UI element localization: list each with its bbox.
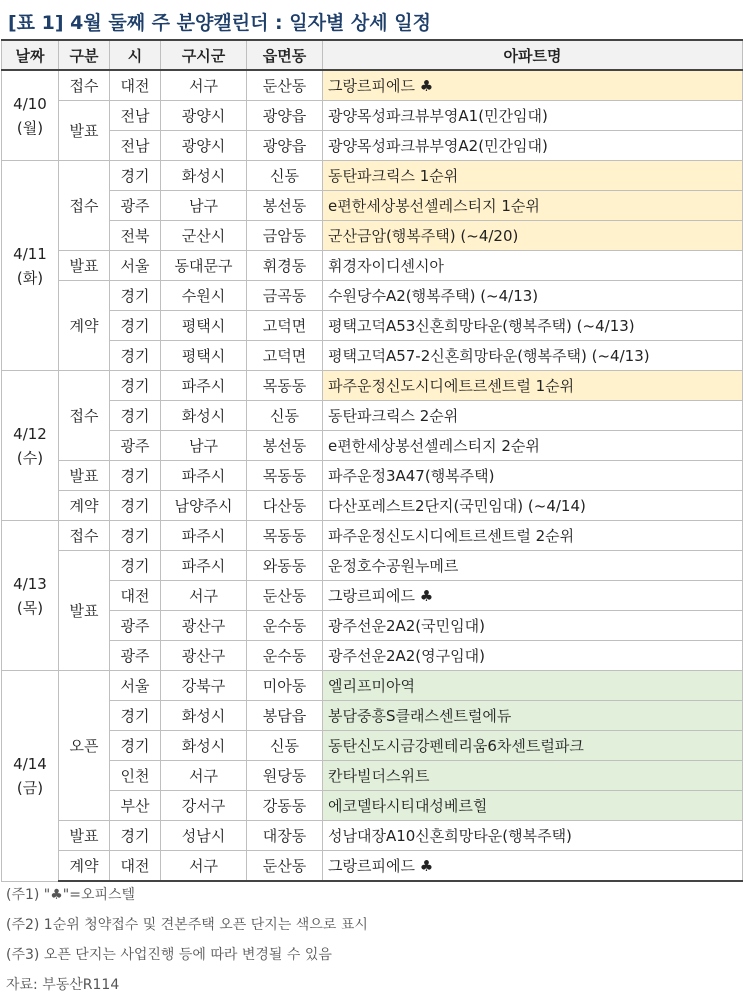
gu-cell: 파주시 <box>161 551 247 581</box>
dong-cell: 목동동 <box>247 521 323 551</box>
table-row <box>2 191 743 221</box>
si-cell: 경기 <box>110 731 161 761</box>
table-row <box>2 611 743 641</box>
gu-cell: 화성시 <box>161 731 247 761</box>
gu-cell: 군산시 <box>161 221 247 251</box>
table-row <box>2 101 743 131</box>
table-header-row <box>2 40 743 70</box>
type-cell: 접수 <box>59 371 110 461</box>
header-apartment: 아파트명 <box>323 40 743 70</box>
apartment-cell: 휘경자이디센시아 <box>323 251 743 281</box>
si-cell: 부산 <box>110 791 161 821</box>
table-row <box>2 491 743 521</box>
dong-cell: 둔산동 <box>247 581 323 611</box>
dong-cell: 운수동 <box>247 641 323 671</box>
dong-cell: 강동동 <box>247 791 323 821</box>
dong-cell: 고덕면 <box>247 311 323 341</box>
si-cell: 서울 <box>110 251 161 281</box>
table-row <box>2 161 743 191</box>
date-cell <box>2 521 59 671</box>
si-cell: 경기 <box>110 311 161 341</box>
date-cell <box>2 371 59 521</box>
apartment-cell: 엘리프미아역 <box>323 671 743 701</box>
dong-cell: 둔산동 <box>247 70 323 101</box>
table-row <box>2 341 743 371</box>
dong-cell: 광양읍 <box>247 101 323 131</box>
date-text: 4/13 (목) <box>13 574 47 617</box>
apartment-cell: 파주운정3A47(행복주택) <box>323 461 743 491</box>
table-row <box>2 251 743 281</box>
footnote-officetel: (주1) "♣"=오피스텔 <box>6 887 136 903</box>
gu-cell: 화성시 <box>161 161 247 191</box>
si-cell: 경기 <box>110 281 161 311</box>
si-cell: 광주 <box>110 611 161 641</box>
table-row <box>2 521 743 551</box>
table-row <box>2 761 743 791</box>
apartment-cell: 성남대장A10신혼희망타운(행복주택) <box>323 821 743 851</box>
apartment-cell: 봉담중흥S클래스센트럴에듀 <box>323 701 743 731</box>
table-row <box>2 851 743 882</box>
source-note: 자료: 부동산R114 <box>6 977 120 993</box>
apartment-cell: 동탄신도시금강펜테리움6차센트럴파크 <box>323 731 743 761</box>
apartment-cell: 수원당수A2(행복주택) (~4/13) <box>323 281 743 311</box>
type-cell: 발표 <box>59 251 110 281</box>
table-row <box>2 281 743 311</box>
dong-cell: 둔산동 <box>247 851 323 882</box>
apartment-cell: 칸타빌더스위트 <box>323 761 743 791</box>
apartment-cell: 파주운정신도시디에트르센트럴 2순위 <box>323 521 743 551</box>
si-cell: 대전 <box>110 70 161 101</box>
dong-cell: 금곡동 <box>247 281 323 311</box>
dong-cell: 고덕면 <box>247 341 323 371</box>
table-row <box>2 70 743 101</box>
si-cell: 경기 <box>110 491 161 521</box>
table-row <box>2 131 743 161</box>
si-cell: 경기 <box>110 161 161 191</box>
header-date: 날짜 <box>2 40 59 70</box>
header-gu: 구시군 <box>161 40 247 70</box>
gu-cell: 강서구 <box>161 791 247 821</box>
dong-cell: 금암동 <box>247 221 323 251</box>
type-cell: 계약 <box>59 491 110 521</box>
footnote-change: (주3) 오픈 단지는 사업진행 등에 따라 변경될 수 있음 <box>6 947 332 963</box>
dong-cell: 미아동 <box>247 671 323 701</box>
type-cell: 발표 <box>59 551 110 671</box>
table-row <box>2 731 743 761</box>
si-cell: 광주 <box>110 431 161 461</box>
apartment-cell: 동탄파크릭스 1순위 <box>323 161 743 191</box>
table-row <box>2 311 743 341</box>
gu-cell: 서구 <box>161 761 247 791</box>
table-row <box>2 401 743 431</box>
si-cell: 서울 <box>110 671 161 701</box>
table-row <box>2 581 743 611</box>
type-cell: 발표 <box>59 461 110 491</box>
gu-cell: 평택시 <box>161 311 247 341</box>
table-row <box>2 551 743 581</box>
schedule-table <box>1 39 743 882</box>
si-cell: 인천 <box>110 761 161 791</box>
table-row <box>2 671 743 701</box>
si-cell: 전남 <box>110 101 161 131</box>
dong-cell: 와동동 <box>247 551 323 581</box>
table-row <box>2 221 743 251</box>
type-cell: 계약 <box>59 281 110 371</box>
dong-cell: 봉담읍 <box>247 701 323 731</box>
gu-cell: 서구 <box>161 851 247 882</box>
table-row <box>2 791 743 821</box>
dong-cell: 신동 <box>247 731 323 761</box>
type-cell: 발표 <box>59 821 110 851</box>
gu-cell: 광양시 <box>161 131 247 161</box>
footnotes <box>6 880 368 1000</box>
si-cell: 광주 <box>110 641 161 671</box>
si-cell: 경기 <box>110 401 161 431</box>
si-cell: 경기 <box>110 371 161 401</box>
header-si: 시 <box>110 40 161 70</box>
apartment-cell: 그랑르피에드 ♣ <box>323 851 743 882</box>
dong-cell: 신동 <box>247 401 323 431</box>
dong-cell: 봉선동 <box>247 191 323 221</box>
table-row <box>2 821 743 851</box>
date-text: 4/14 (금) <box>13 754 47 797</box>
dong-cell: 목동동 <box>247 461 323 491</box>
apartment-cell: 그랑르피에드 ♣ <box>323 581 743 611</box>
si-cell: 경기 <box>110 341 161 371</box>
gu-cell: 파주시 <box>161 371 247 401</box>
apartment-cell: 파주운정신도시디에트르센트럴 1순위 <box>323 371 743 401</box>
si-cell: 대전 <box>110 581 161 611</box>
date-cell <box>2 161 59 371</box>
gu-cell: 남구 <box>161 191 247 221</box>
dong-cell: 운수동 <box>247 611 323 641</box>
date-cell <box>2 671 59 882</box>
si-cell: 경기 <box>110 821 161 851</box>
dong-cell: 광양읍 <box>247 131 323 161</box>
apartment-cell: 광주선운2A2(영구임대) <box>323 641 743 671</box>
apartment-cell: 그랑르피에드 ♣ <box>323 70 743 101</box>
si-cell: 경기 <box>110 551 161 581</box>
si-cell: 대전 <box>110 851 161 882</box>
apartment-cell: 광주선운2A2(국민임대) <box>323 611 743 641</box>
gu-cell: 광산구 <box>161 611 247 641</box>
table-row <box>2 461 743 491</box>
page-title: [표 1] 4월 둘째 주 분양캘린더 : 일자별 상세 일정 <box>8 12 431 34</box>
apartment-cell: 에코델타시티대성베르힐 <box>323 791 743 821</box>
dong-cell: 대장동 <box>247 821 323 851</box>
apartment-cell: e편한세상봉선셀레스티지 2순위 <box>323 431 743 461</box>
dong-cell: 목동동 <box>247 371 323 401</box>
date-cell <box>2 70 59 161</box>
dong-cell: 휘경동 <box>247 251 323 281</box>
apartment-cell: 군산금암(행복주택) (~4/20) <box>323 221 743 251</box>
gu-cell: 화성시 <box>161 401 247 431</box>
gu-cell: 성남시 <box>161 821 247 851</box>
gu-cell: 파주시 <box>161 461 247 491</box>
dong-cell: 원당동 <box>247 761 323 791</box>
table-row <box>2 701 743 731</box>
si-cell: 전북 <box>110 221 161 251</box>
table-row <box>2 371 743 401</box>
si-cell: 전남 <box>110 131 161 161</box>
apartment-cell: 광양목성파크뷰부영A1(민간임대) <box>323 101 743 131</box>
type-cell: 계약 <box>59 851 110 882</box>
header-type: 구분 <box>59 40 110 70</box>
date-text: 4/12 (수) <box>13 424 47 467</box>
si-cell: 경기 <box>110 701 161 731</box>
gu-cell: 평택시 <box>161 341 247 371</box>
apartment-cell: 광양목성파크뷰부영A2(민간임대) <box>323 131 743 161</box>
apartment-cell: 운정호수공원누메르 <box>323 551 743 581</box>
dong-cell: 다산동 <box>247 491 323 521</box>
apartment-cell: 평택고덕A57-2신혼희망타운(행복주택) (~4/13) <box>323 341 743 371</box>
gu-cell: 광양시 <box>161 101 247 131</box>
type-cell: 발표 <box>59 101 110 161</box>
type-cell: 오픈 <box>59 671 110 821</box>
apartment-cell: 다산포레스트2단지(국민임대) (~4/14) <box>323 491 743 521</box>
gu-cell: 수원시 <box>161 281 247 311</box>
table-row <box>2 641 743 671</box>
type-cell: 접수 <box>59 70 110 101</box>
gu-cell: 파주시 <box>161 521 247 551</box>
gu-cell: 화성시 <box>161 701 247 731</box>
date-text: 4/10 (월) <box>13 94 47 137</box>
dong-cell: 신동 <box>247 161 323 191</box>
gu-cell: 남양주시 <box>161 491 247 521</box>
dong-cell: 봉선동 <box>247 431 323 461</box>
table-row <box>2 431 743 461</box>
header-dong: 읍면동 <box>247 40 323 70</box>
gu-cell: 광산구 <box>161 641 247 671</box>
gu-cell: 남구 <box>161 431 247 461</box>
gu-cell: 서구 <box>161 70 247 101</box>
si-cell: 광주 <box>110 191 161 221</box>
apartment-cell: e편한세상봉선셀레스티지 1순위 <box>323 191 743 221</box>
footnote-highlight: (주2) 1순위 청약접수 및 견본주택 오픈 단지는 색으로 표시 <box>6 917 368 933</box>
type-cell: 접수 <box>59 521 110 551</box>
apartment-cell: 평택고덕A53신혼희망타운(행복주택) (~4/13) <box>323 311 743 341</box>
gu-cell: 강북구 <box>161 671 247 701</box>
gu-cell: 동대문구 <box>161 251 247 281</box>
gu-cell: 서구 <box>161 581 247 611</box>
date-text: 4/11 (화) <box>13 244 47 287</box>
type-cell: 접수 <box>59 161 110 251</box>
si-cell: 경기 <box>110 461 161 491</box>
si-cell: 경기 <box>110 521 161 551</box>
apartment-cell: 동탄파크릭스 2순위 <box>323 401 743 431</box>
